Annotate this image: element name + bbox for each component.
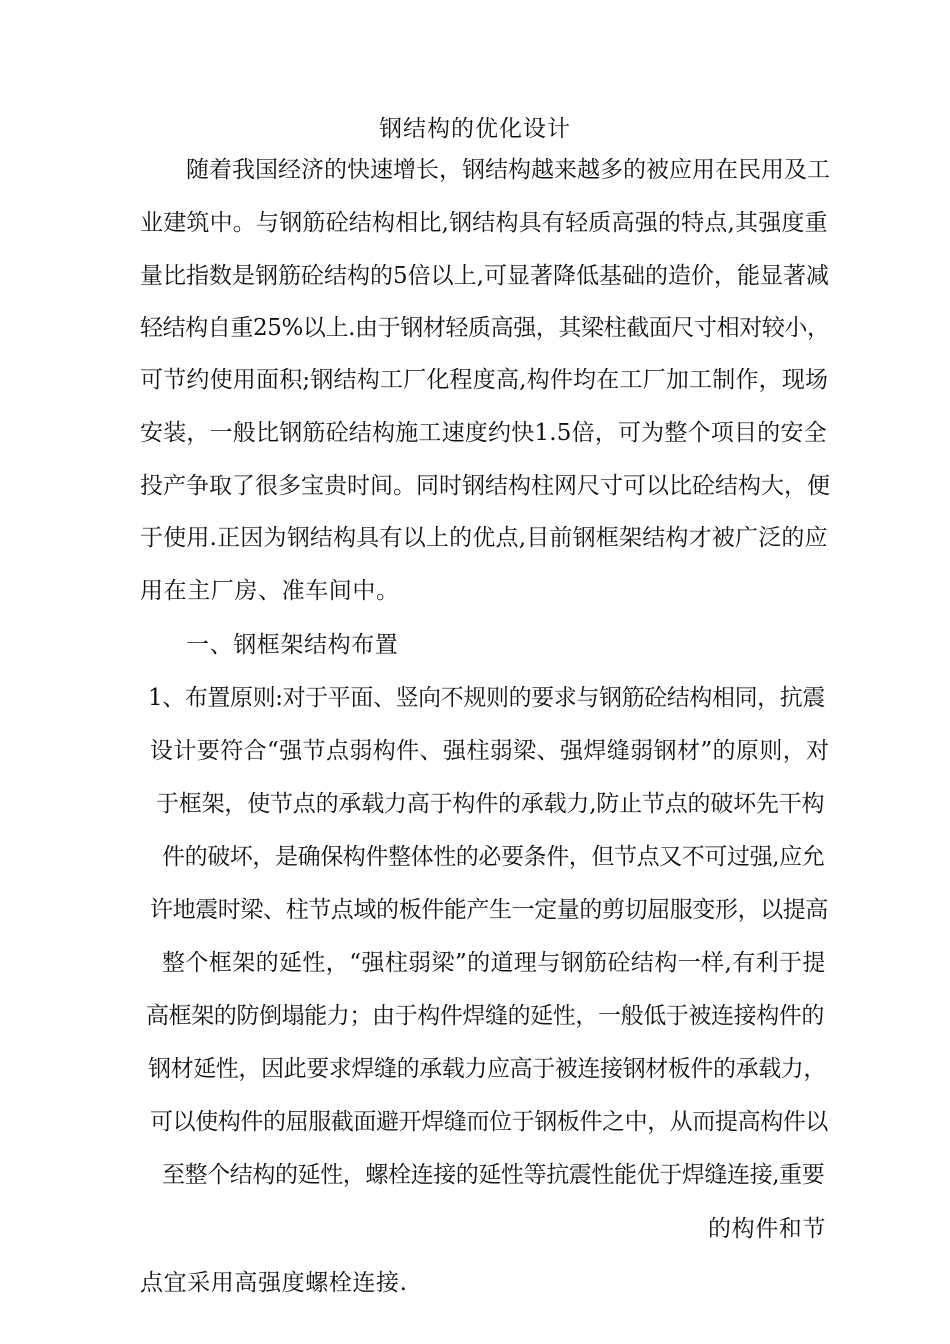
item1-line-1: 1、布置原则:对于平面、竖向不规则的要求与钢筋砼结构相同，抗震: [148, 685, 825, 711]
intro-line-4: 轻结构自重25%以上.由于钢材轻质高强，其梁柱截面尺寸相对较小，: [140, 315, 830, 341]
item1-line-10: 至整个结构的延性，螺栓连接的延性等抗震性能优于焊缝连接,重要: [162, 1162, 825, 1188]
intro-line-7: 投产争取了很多宝贵时间。同时钢结构柱网尺寸可以比砼结构大，便: [140, 473, 830, 499]
item1-line-11: 的构件和节: [708, 1216, 826, 1242]
document-title: 钢结构的优化设计: [379, 116, 571, 142]
intro-line-2: 业建筑中。与钢筋砼结构相比,钢结构具有轻质高强的特点,其强度重: [140, 210, 828, 236]
intro-line-5: 可节约使用面积;钢结构工厂化程度高,构件均在工厂加工制作，现场: [140, 367, 829, 393]
intro-line-1: 随着我国经济的快速增长，钢结构越来越多的被应用在民用及工: [186, 157, 830, 183]
item1-line-2: 设计要符合“强节点弱构件、强柱弱梁、强焊缝弱钢材”的原则，对: [150, 738, 830, 764]
intro-line-9: 用在主厂房、准车间中。: [140, 578, 400, 604]
item1-line-5: 许地震时梁、柱节点域的板件能产生一定量的剪切屈服变形，以提高: [150, 897, 829, 923]
item1-line-6: 整个框架的延性，“强柱弱梁”的道理与钢筋砼结构一样,有利于提: [162, 950, 826, 976]
item1-line-8: 钢材延性，因此要求焊缝的承载力应高于被连接钢材板件的承载力，: [148, 1056, 827, 1082]
item1-line-9: 可以使构件的屈服截面避开焊缝而位于钢板件之中，从而提高构件以: [150, 1109, 829, 1135]
intro-line-3: 量比指数是钢筋砼结构的5倍以上,可显著降低基础的造价，能显著减: [140, 263, 829, 289]
item1-line-12: 点宜采用高强度螺栓连接.: [140, 1270, 408, 1296]
intro-line-6: 安装，一般比钢筋砼结构施工速度约快1.5倍，可为整个项目的安全: [140, 420, 827, 446]
item1-line-4: 件的破坏，是确保构件整体性的必要条件，但节点又不可过强,应允: [162, 844, 825, 870]
section-heading: 一、钢框架结构布置: [186, 632, 399, 658]
item1-line-7: 高框架的防倒塌能力；由于构件焊缝的延性，一般低于被连接构件的: [146, 1003, 825, 1029]
intro-line-8: 于使用.正因为钢结构具有以上的优点,目前钢框架结构才被广泛的应: [140, 525, 828, 551]
item1-line-3: 于框架，使节点的承载力高于构件的承载力,防止节点的破坏先干构: [156, 791, 825, 817]
